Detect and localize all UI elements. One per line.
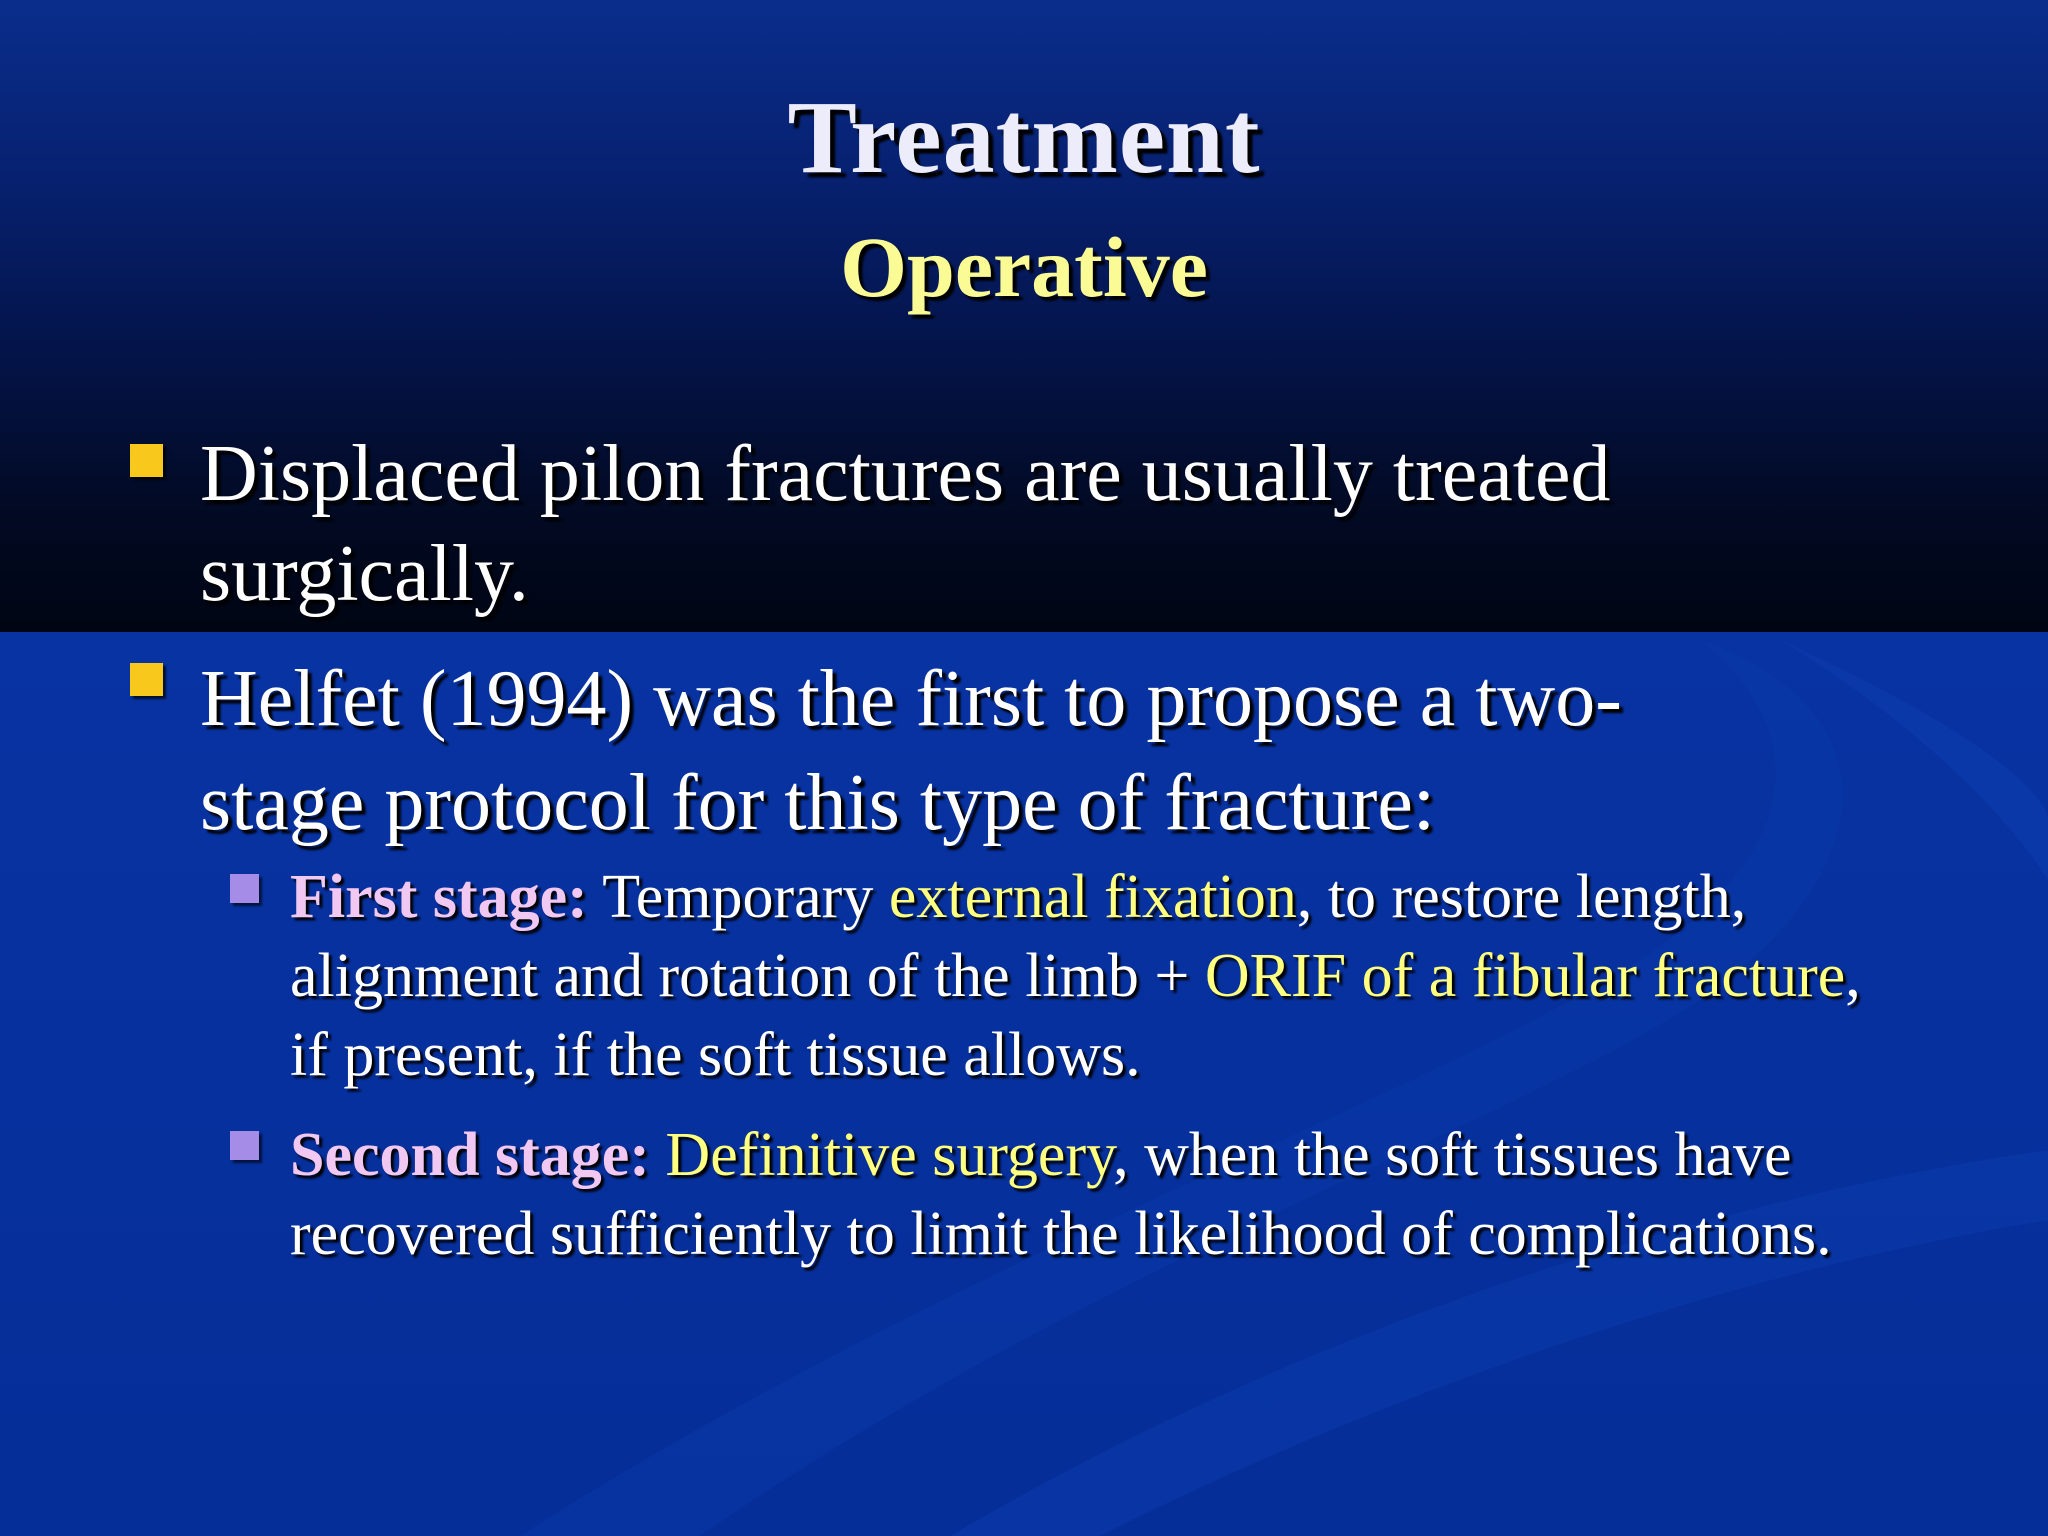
sub-bullet-text (650, 1121, 666, 1189)
bullet-item: Helfet (1994) was the first to propose a two-stage protocol for this type of fracture: (200, 655, 1622, 847)
slide-title: Treatment (787, 80, 1261, 195)
sub-bullet-lead: Second stage: (290, 1121, 650, 1189)
bullet-item: Displaced pilon fractures are usually treated surgically. (200, 430, 1611, 618)
sub-bullet-highlight: Definitive surgery (665, 1121, 1114, 1189)
sub-bullet-highlight: external fixation (888, 863, 1297, 931)
sub-bullet-lead: First stage: (290, 863, 588, 931)
sub-bullet-text: , to restore length, alignment and rotation of the limb + (290, 863, 1747, 1010)
bullet-square-icon (130, 663, 163, 696)
sub-bullet-highlight: ORIF of a fibular fracture (1204, 942, 1846, 1010)
sub-bullet-square-icon (230, 1131, 259, 1160)
slide-subtitle: Operative (840, 219, 1208, 315)
sub-bullet-item-second-stage (290, 1116, 1910, 1274)
sub-bullet-text: , when the soft tissues have recovered sufficiently to limit the likelihood of complications. (290, 1121, 1832, 1268)
bullet-square-icon (130, 444, 163, 477)
sub-bullet-square-icon (230, 874, 259, 903)
sub-bullet-text: , if present, if the soft tissue allows. (290, 942, 1861, 1089)
sub-bullet-text: Temporary (587, 863, 889, 931)
sub-bullet-item-first-stage (290, 858, 1910, 1095)
